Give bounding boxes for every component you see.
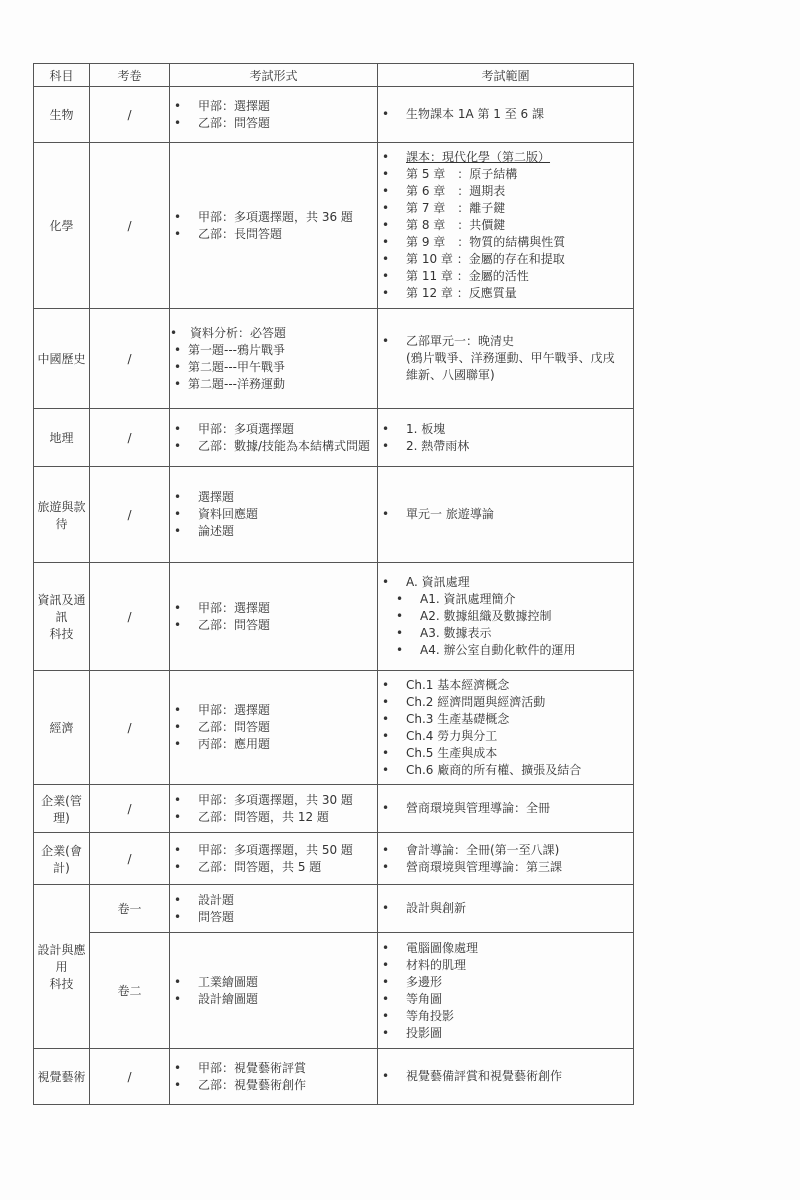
format-cell (170, 143, 378, 309)
table-row-geography (34, 409, 634, 467)
paper-cell: / (90, 671, 170, 785)
format-cell (170, 87, 378, 143)
scope-cell (378, 833, 634, 885)
scope-item: • 課本：現代化學（第二版） (378, 149, 633, 166)
table-row-business-management (34, 785, 634, 833)
paper-cell: / (90, 467, 170, 563)
scope-item: • Ch.1 基本經濟概念 (378, 677, 633, 694)
exam-schedule-sheet (33, 63, 633, 1105)
scope-cell (378, 933, 634, 1049)
table-row-economics (34, 671, 634, 785)
scope-item: • 投影圖 (378, 1025, 633, 1042)
header-subject: 科目 (34, 64, 90, 87)
format-item: • 設計繪圖題 (170, 991, 377, 1008)
table-row-dat-paper1 (34, 885, 634, 933)
format-item: • 工業繪圖題 (170, 974, 377, 991)
scope-item: • 視覺藝備評賞和視覺藝術創作 (378, 1068, 633, 1085)
format-item: • 乙部：問答題，共 12 題 (170, 809, 377, 826)
format-item: • 甲部：選擇題 (170, 600, 377, 617)
scope-item: • 材料的肌理 (378, 957, 633, 974)
format-item: • 甲部：多項選擇題，共 50 題 (170, 842, 377, 859)
paper-cell: / (90, 409, 170, 467)
scope-cell (378, 671, 634, 785)
scope-item: • 多邊形 (378, 974, 633, 991)
scope-cell (378, 143, 634, 309)
paper-cell: / (90, 785, 170, 833)
scope-item: • 營商環境與管理導論：全冊 (378, 800, 633, 817)
paper-cell: / (90, 87, 170, 143)
scope-cell (378, 885, 634, 933)
format-cell (170, 785, 378, 833)
table-row-tourism (34, 467, 634, 563)
format-item: • 乙部：問答題 (170, 617, 377, 634)
format-item: • 選擇題 (170, 489, 377, 506)
subject-cell: 企業(會計) (34, 833, 90, 885)
format-item: • 資料分析：必答題 (170, 325, 377, 342)
scope-item: • A3. 數據表示 (392, 625, 633, 642)
table-row-chinese-history (34, 309, 634, 409)
scope-item: • 1. 板塊 (378, 421, 633, 438)
scope-item: • 等角投影 (378, 1008, 633, 1025)
scope-item: • 第 10 章 ：金屬的存在和提取 (378, 251, 633, 268)
format-item: • 甲部：視覺藝術評賞 (170, 1060, 377, 1077)
format-item: • 設計題 (170, 892, 377, 909)
format-item: • 丙部：應用題 (170, 736, 377, 753)
format-item: • 乙部：數據/技能為本結構式問題 (170, 438, 377, 455)
subject-cell: 中國歷史 (34, 309, 90, 409)
scope-item: • A1. 資訊處理簡介 (392, 591, 633, 608)
paper-cell: / (90, 563, 170, 671)
scope-item: • A4. 辦公室自動化軟件的運用 (392, 642, 633, 659)
format-item: • 甲部：多項選擇題，共 36 題 (170, 209, 377, 226)
scope-item: • 等角圖 (378, 991, 633, 1008)
format-item: • 甲部：選擇題 (170, 98, 377, 115)
scope-item: • 第 8 章 ：共價鍵 (378, 217, 633, 234)
scope-item: • 生物課本 1A 第 1 至 6 課 (378, 106, 633, 123)
paper-cell: / (90, 143, 170, 309)
format-item: • 第一題---鴉片戰爭 (170, 342, 377, 359)
format-item: • 第二題---洋務運動 (170, 376, 377, 393)
scope-cell (378, 309, 634, 409)
subject-cell: 企業(管理) (34, 785, 90, 833)
scope-cell (378, 409, 634, 467)
header-scope: 考試範圍 (378, 64, 634, 87)
table-row-business-accounting (34, 833, 634, 885)
scope-item: • 會計導論：全冊(第一至八課) (378, 842, 633, 859)
format-cell (170, 563, 378, 671)
format-item: • 資料回應題 (170, 506, 377, 523)
format-item: • 乙部：問答題 (170, 719, 377, 736)
scope-cell (378, 87, 634, 143)
scope-item: • 第 9 章 ：物質的結構與性質 (378, 234, 633, 251)
scope-cell (378, 785, 634, 833)
subject-cell: 設計與應用 科技 (34, 885, 90, 1049)
scope-cell (378, 1049, 634, 1105)
scope-item: • 第 11 章 ：金屬的活性 (378, 268, 633, 285)
scope-item: • 第 12 章 ：反應質量 (378, 285, 633, 302)
subject-cell: 資訊及通訊 科技 (34, 563, 90, 671)
format-item: • 論述題 (170, 523, 377, 540)
paper-cell: / (90, 833, 170, 885)
format-cell (170, 933, 378, 1049)
format-cell (170, 409, 378, 467)
subject-cell: 地理 (34, 409, 90, 467)
paper-cell: 卷二 (90, 933, 170, 1049)
scope-cell (378, 467, 634, 563)
scope-item: • 電腦圖像處理 (378, 940, 633, 957)
paper-cell: 卷一 (90, 885, 170, 933)
format-item: • 問答題 (170, 909, 377, 926)
format-item: • 甲部：選擇題 (170, 702, 377, 719)
table-row-biology (34, 87, 634, 143)
table-row-dat-paper2 (34, 933, 634, 1049)
scope-item: • A. 資訊處理 (378, 574, 633, 591)
format-cell (170, 833, 378, 885)
format-cell (170, 467, 378, 563)
exam-table (33, 63, 634, 1105)
scope-item: • 單元一 旅遊導論 (378, 506, 633, 523)
scope-item: • Ch.3 生產基礎概念 (378, 711, 633, 728)
scope-item: • Ch.5 生產與成本 (378, 745, 633, 762)
paper-cell: / (90, 309, 170, 409)
format-item: • 第二題---甲午戰爭 (170, 359, 377, 376)
scope-item: • Ch.6 廠商的所有權、擴張及結合 (378, 762, 633, 779)
scope-item: • 2. 熱帶雨林 (378, 438, 633, 455)
scope-item: • 第 7 章 ：離子鍵 (378, 200, 633, 217)
table-row-chemistry (34, 143, 634, 309)
format-cell (170, 309, 378, 409)
table-row-visual-arts (34, 1049, 634, 1105)
subject-cell: 化學 (34, 143, 90, 309)
scope-item: • Ch.4 勞力與分工 (378, 728, 633, 745)
format-cell (170, 1049, 378, 1105)
format-item: • 乙部：問答題，共 5 題 (170, 859, 377, 876)
subject-cell: 視覺藝術 (34, 1049, 90, 1105)
paper-cell: / (90, 1049, 170, 1105)
format-item: • 乙部：問答題 (170, 115, 377, 132)
scope-item: • 乙部單元一：晚清史 (378, 333, 633, 350)
format-item: • 甲部：多項選擇題 (170, 421, 377, 438)
format-item: • 甲部：多項選擇題，共 30 題 (170, 792, 377, 809)
header-paper: 考卷 (90, 64, 170, 87)
scope-cell (378, 563, 634, 671)
scope-item: • Ch.2 經濟問題與經濟活動 (378, 694, 633, 711)
header-format: 考試形式 (170, 64, 378, 87)
scope-item: • 第 6 章 ：週期表 (378, 183, 633, 200)
subject-cell: 生物 (34, 87, 90, 143)
subject-cell: 經濟 (34, 671, 90, 785)
scope-item: • A2. 數據組織及數據控制 (392, 608, 633, 625)
table-header-row (34, 64, 634, 87)
scope-item: (鴉片戰爭、洋務運動、甲午戰爭、戊戌 (406, 351, 615, 365)
format-item: • 乙部：視覺藝術創作 (170, 1077, 377, 1094)
subject-cell: 旅遊與款待 (34, 467, 90, 563)
format-cell (170, 671, 378, 785)
scope-item: 維新、八國聯軍) (406, 368, 495, 382)
scope-item: • 設計與創新 (378, 900, 633, 917)
format-item: • 乙部：長問答題 (170, 226, 377, 243)
table-row-ict (34, 563, 634, 671)
scope-item: • 第 5 章 ：原子結構 (378, 166, 633, 183)
scope-item: • 營商環境與管理導論：第三課 (378, 859, 633, 876)
format-cell (170, 885, 378, 933)
